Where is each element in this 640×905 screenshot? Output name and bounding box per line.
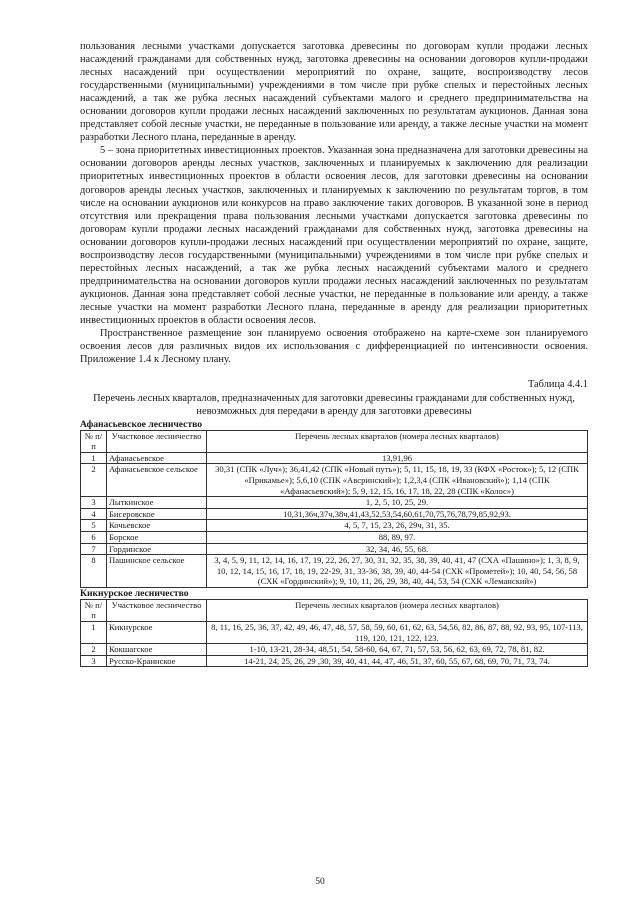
cell-list: 3, 4, 5, 9, 11, 12, 14, 16, 17, 19, 22, 26, 27, 30, 31, 32, 35, 38, 39, 40, 41, 47 (СХА «Пашино»); 1, 3, 8, 9, 10, 12, 14, 15, 16, 17, 18, 19, 22-29, 31, 33-36, 38, 39, 40, 44-54 (СХК «Прометей»); 10, 40, 54, 56, 58 (СХК «Гординский»); 9, 10, 11, 26, 29, 38, 40, 44, 53, 54 (СХК «Леманский») [207,555,588,588]
table-title: Перечень лесных кварталов, предназначенных для заготовки древесины гражданами для собственных нужд, невозможных для передачи в аренду для заготовки древесины [93,393,575,418]
cell-num: 1 [81,622,107,644]
cell-list: 32, 34, 46, 55, 68. [207,543,588,555]
cell-num: 8 [81,555,107,588]
cell-site: Гординское [107,543,207,555]
cell-num: 1 [81,452,107,464]
table-row [81,464,588,497]
table-header-row [81,599,588,621]
cell-site: Афанасьевское сельское [107,464,207,497]
paragraph-2: 5 – зона приоритетных инвестиционных проектов. Указанная зона предназначена для заготовки древесины на основании договоров аренды лесных участков, заключенных и планируемых к заключению для реализации приоритетных инвестиционных проектов в области освоения лесов, для заготовки древесины на основании договоров аренды лесных участков, заключенных и планируемых к заключению по результатам торгов, в том числе на основании аукционов или конкурсов на право заключение таких договоров. В указанной зоне в период отсутствия или прекращения права пользования лесными участками допускается заготовка древесины по договорам купли продажи лесных насаждений гражданами для собственных нужд, заготовка древесины на основании договоров купли-продажи лесных насаждений при осуществлении мероприятий по охране, защите, воспроизводству лесов государственными (муниципальными) учреждениями в том числе при рубке спелых и перестойных лесных насаждений, а так же рубка лесных насаждений субъектами малого и среднего предпринимательства на основании договоров купли продажи лесных насаждений заключенных по результатам аукционов. Данная зона представляет собой лесные участки, не переданные в пользование или аренду, а также лесные участки на момент разработки Лесного плана, переданные в аренду для реализации приоритетных инвестиционных проектов в области освоения лесов. [80,145,588,326]
cell-num: 3 [81,497,107,509]
header-site: Участковое лесничество [107,430,207,452]
cell-num: 5 [81,520,107,532]
paragraph-1: пользования лесными участками допускается заготовка древесины по договорам купли продажи лесных насаждений гражданами для собственных нужд, заготовка древесины на основании договоров купли-продажи лесных насаждений при осуществлении мероприятий по охране, защите, воспроизводству лесов государственными (муниципальными) учреждениями в том числе при рубке спелых и перестойных лесных насаждений, а так же рубка лесных насаждений субъектами малого и среднего предпринимательства на основании договоров купли продажи лесных насаждений заключенных по результатам аукционов. Данная зона представляет собой лесные участки, не переданные в пользование или аренду, а также лесные участки на момент разработки Лесного плана, переданные в аренду. [80,41,588,144]
table-row [81,655,588,667]
cell-site: Борское [107,531,207,543]
table-row [81,452,588,464]
table-header-row [81,430,588,452]
cell-site: Афанасьевское [107,452,207,464]
page-number: 50 [315,877,325,887]
cell-site: Кочьевское [107,520,207,532]
paragraph-3: Пространственное размещение зон планируемо освоения отображено на карте-схеме зон планируемого освоения лесов для различных видов их использования с дифференциацией по интенсивности освоения. Приложение 1.4 к Лесному плану. [80,328,588,366]
header-list: Перечень лесных кварталов (номера лесных кварталов) [207,430,588,452]
cell-num: 3 [81,655,107,667]
cell-list: 1-10, 13-21, 28-34, 48,51, 54, 58-60, 64, 67, 71, 57, 53, 56, 62, 63, 69, 72, 78, 81, 82. [207,644,588,656]
table-row [81,531,588,543]
cell-list: 10,31,36ч,37ч,38ч,41,43,52,53,54,60,61,70,75,76,78,79,85,92,93. [207,508,588,520]
table-row [81,543,588,555]
header-num: № п/п [81,599,107,621]
section-title-afanasyevskoe: Афанасьевское лесничество [80,418,203,430]
cell-num: 2 [81,464,107,497]
cell-num: 4 [81,508,107,520]
cell-num: 2 [81,644,107,656]
cell-site: Русско-Краинское [107,655,207,667]
cell-num: 7 [81,543,107,555]
header-list: Перечень лесных кварталов (номера лесных кварталов) [207,599,588,621]
cell-num: 6 [81,531,107,543]
cell-list: 8, 11, 16, 25, 36, 37, 42, 49, 46, 47, 48, 57, 58, 59, 60, 61, 62, 63, 54,56, 82, 86, 87, 88, 92, 93, 95, 107-113, 119, 120, 121, 122, 123. [207,622,588,644]
cell-list: 14-21, 24, 25, 26, 29 ,30, 39, 40, 41, 44, 47, 46, 51, 37, 60, 55, 67, 68, 69, 70, 71, 73, 74. [207,655,588,667]
cell-list: 30,31 (СПК «Луч»); 36,41,42 (СПК «Новый путь»); 5, 11, 15, 18, 19, 33 (КФХ «Росток»); 5, 12 (СПК «Прикамье»); 5,6,10 (СПК «Авсринский»); 1,2,3,4 (СПК «Ивановский»); 1,14 (СПК «Афанасьевский»); 5, 9, 12, 15, 16, 17, 18, 22, 28 (СПК «Колос») [207,464,588,497]
cell-site: Пашинское сельское [107,555,207,588]
header-site: Участковое лесничество [107,599,207,621]
table-row [81,508,588,520]
cell-list: 13,91,96 [207,452,588,464]
table-row [81,555,588,588]
cell-site: Кикнурское [107,622,207,644]
table-row [81,520,588,532]
quarters-table-afanasyevskoe [80,430,588,588]
cell-list: 88, 89, 97. [207,531,588,543]
document-page [80,40,588,667]
cell-list: 1, 2, 5, 10, 25, 29. [207,497,588,509]
section-title-kiknurskoe: Кикнурское лесничество [80,587,189,599]
cell-site: Бисеровское [107,508,207,520]
table-row [81,644,588,656]
table-row [81,622,588,644]
table-number: Таблица 4.4.1 [527,379,588,391]
header-num: № п/п [81,430,107,452]
table-row [81,497,588,509]
cell-list: 4, 5, 7, 15, 23, 26, 29ч, 31, 35. [207,520,588,532]
cell-site: Лыткинское [107,497,207,509]
cell-site: Кокшагское [107,644,207,656]
quarters-table-kiknurskoe [80,599,588,668]
